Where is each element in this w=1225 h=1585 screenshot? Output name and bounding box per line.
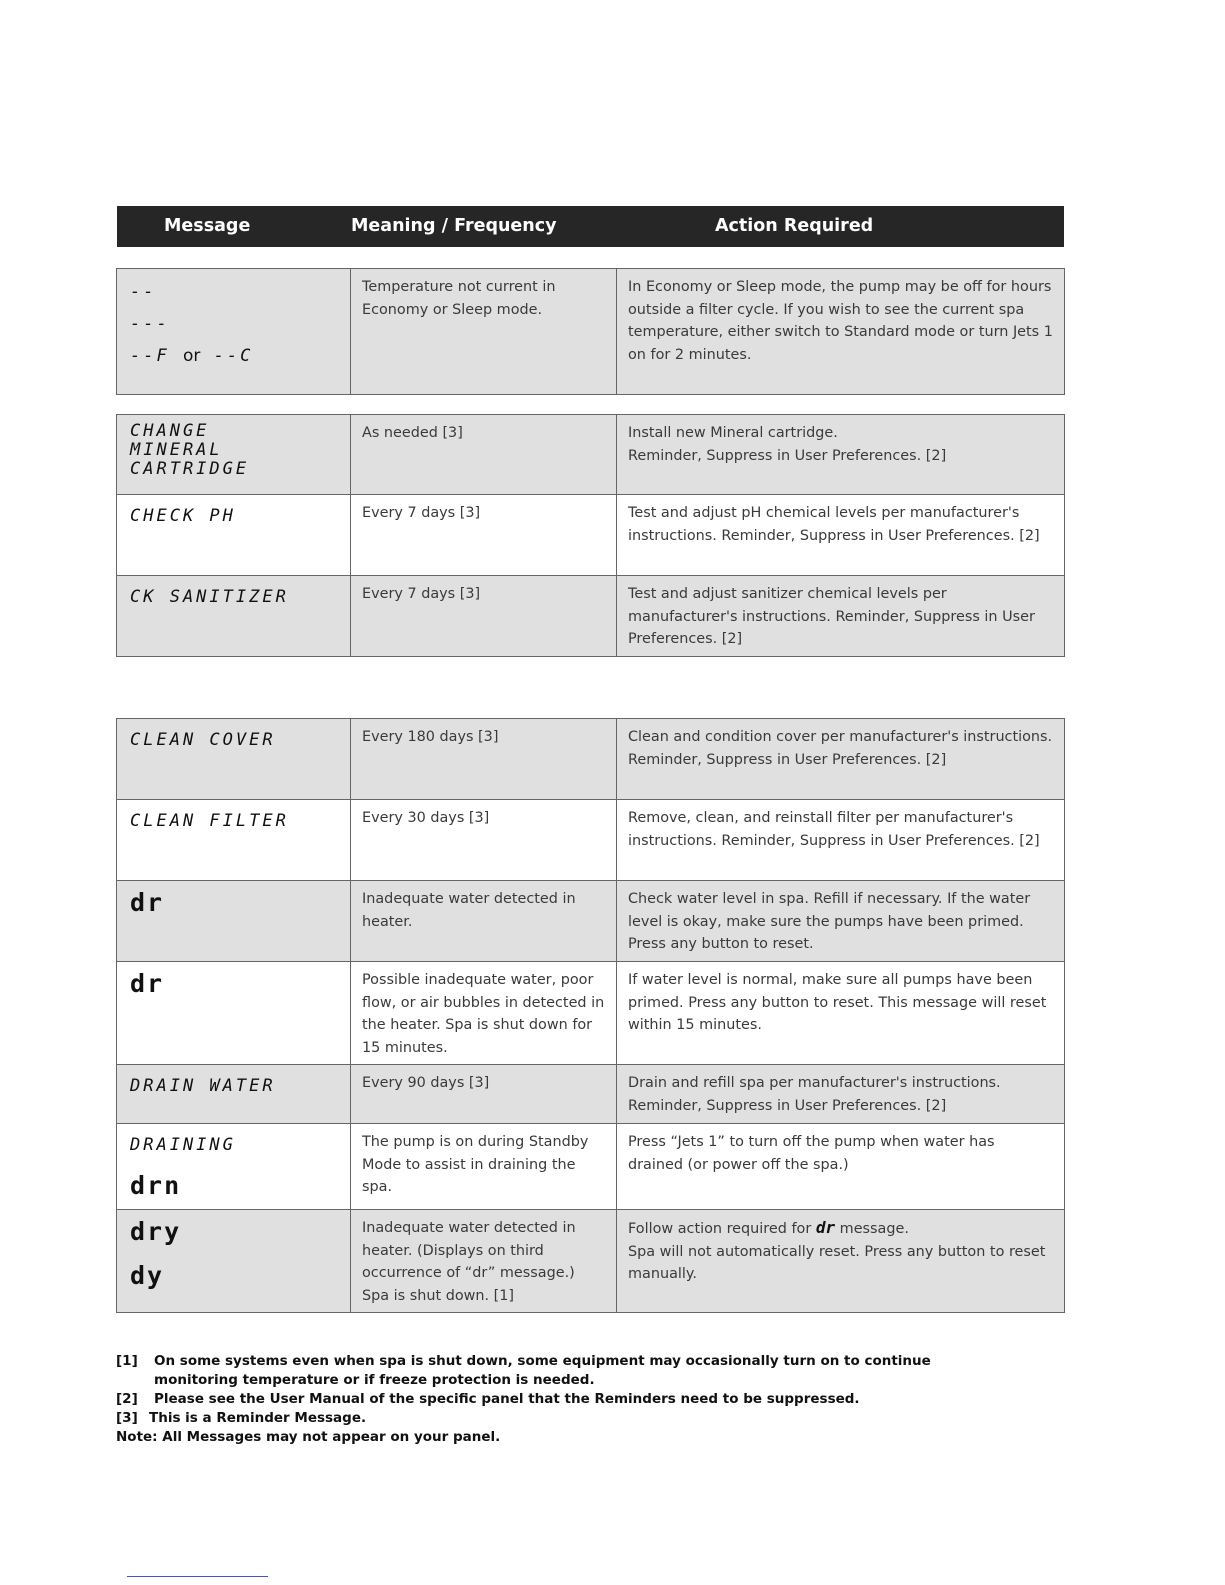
footnote-1: [1] On some systems even when spa is shut down, some equipment may occasionally turn on to continue monitoring temperature or if freeze protection is needed. [116, 1353, 931, 1388]
lcd-message: CLEAN COVER [130, 730, 276, 750]
action-cell: Follow action required for dr message. Spa will not automatically reset. Press any button to reset manually. [617, 1210, 1065, 1313]
footnote-2: [2] Please see the User Manual of the specific panel that the Reminders need to be suppressed. [116, 1391, 860, 1407]
message-cell [117, 881, 351, 962]
lcd-message: CLEAN FILTER [130, 811, 289, 831]
message-cell [117, 1210, 351, 1313]
segment-message: dry [130, 1217, 182, 1246]
table-row [117, 1065, 1065, 1124]
lcd-message: MINERAL [130, 440, 223, 460]
message-table-group-3 [116, 718, 1065, 1313]
meaning-cell: Temperature not current in Economy or Sleep mode. [351, 269, 617, 395]
meaning-cell: Every 90 days [3] [351, 1065, 617, 1124]
message-cell [117, 576, 351, 657]
message-cell [117, 1065, 351, 1124]
lcd-message: CK SANITIZER [130, 587, 289, 607]
note-line: Note: All Messages may not appear on your panel. [116, 1429, 501, 1445]
footnote-3: [3] This is a Reminder Message. [116, 1410, 367, 1426]
message-table-group-1 [116, 268, 1065, 395]
meaning-cell: Every 30 days [3] [351, 800, 617, 881]
message-cell [117, 495, 351, 576]
segment-message: drn [130, 1171, 182, 1200]
table-row [117, 495, 1065, 576]
lcd-message: CARTRIDGE [130, 459, 250, 479]
table-row [117, 1210, 1065, 1313]
table-header [117, 206, 1064, 247]
action-cell: Drain and refill spa per manufacturer's instructions. Reminder, Suppress in User Preferences. [2] [617, 1065, 1065, 1124]
message-cell [117, 719, 351, 800]
action-cell: Test and adjust pH chemical levels per manufacturer's instructions. Reminder, Suppress in User Preferences. [2] [617, 495, 1065, 576]
action-cell: In Economy or Sleep mode, the pump may be off for hours outside a filter cycle. If you wish to see the current spa temperature, either switch to Standard mode or turn Jets 1 on for 2 minutes. [617, 269, 1065, 395]
action-cell: Press “Jets 1” to turn off the pump when water has drained (or power off the spa.) [617, 1124, 1065, 1210]
message-cell [117, 415, 351, 495]
lcd-message: --F or --C [130, 346, 254, 366]
message-cell [117, 800, 351, 881]
meaning-cell: Every 7 days [3] [351, 495, 617, 576]
header-meaning: Meaning / Frequency [351, 216, 557, 236]
divider [127, 1576, 268, 1577]
meaning-cell: The pump is on during Standby Mode to assist in draining the spa. [351, 1124, 617, 1210]
meaning-cell: Every 7 days [3] [351, 576, 617, 657]
action-cell: Remove, clean, and reinstall filter per manufacturer's instructions. Reminder, Suppress in User Preferences. [2] [617, 800, 1065, 881]
table-row [117, 576, 1065, 657]
segment-message: dr [130, 969, 165, 998]
lcd-message: CHANGE [130, 421, 210, 441]
table-row [117, 962, 1065, 1065]
action-cell: If water level is normal, make sure all pumps have been primed. Press any button to reset. This message will reset within 15 minutes. [617, 962, 1065, 1065]
meaning-cell: As needed [3] [351, 415, 617, 495]
action-cell: Install new Mineral cartridge. Reminder, Suppress in User Preferences. [2] [617, 415, 1065, 495]
table-row [117, 881, 1065, 962]
header-action: Action Required [715, 216, 874, 236]
action-cell: Check water level in spa. Refill if necessary. If the water level is okay, make sure the pumps have been primed. Press any button to reset. [617, 881, 1065, 962]
meaning-cell: Inadequate water detected in heater. (Displays on third occurrence of “dr” message.) Spa is shut down. [1] [351, 1210, 617, 1313]
segment-message: dy [130, 1261, 165, 1290]
lcd-message: DRAINING [130, 1135, 236, 1155]
meaning-cell: Every 180 days [3] [351, 719, 617, 800]
footnotes [116, 1352, 1016, 1447]
table-row [117, 415, 1065, 495]
action-cell: Test and adjust sanitizer chemical levels per manufacturer's instructions. Reminder, Suppress in User Preferences. [2] [617, 576, 1065, 657]
lcd-message: DRAIN WATER [130, 1076, 276, 1096]
table-row [117, 719, 1065, 800]
message-cell [117, 269, 351, 395]
table-row [117, 269, 1065, 395]
lcd-message: CHECK PH [130, 506, 236, 526]
lcd-message: --- [130, 314, 170, 334]
message-table-group-2 [116, 414, 1065, 657]
action-cell: Clean and condition cover per manufacturer's instructions. Reminder, Suppress in User Preferences. [2] [617, 719, 1065, 800]
meaning-cell: Possible inadequate water, poor flow, or air bubbles in detected in the heater. Spa is shut down for 15 minutes. [351, 962, 617, 1065]
inline-code: dr [815, 1218, 836, 1237]
message-cell [117, 1124, 351, 1210]
lcd-message: -- [130, 282, 157, 302]
header-message: Message [164, 216, 251, 236]
meaning-cell: Inadequate water detected in heater. [351, 881, 617, 962]
table-row [117, 800, 1065, 881]
table-row [117, 1124, 1065, 1210]
message-cell [117, 962, 351, 1065]
segment-message: dr [130, 888, 165, 917]
